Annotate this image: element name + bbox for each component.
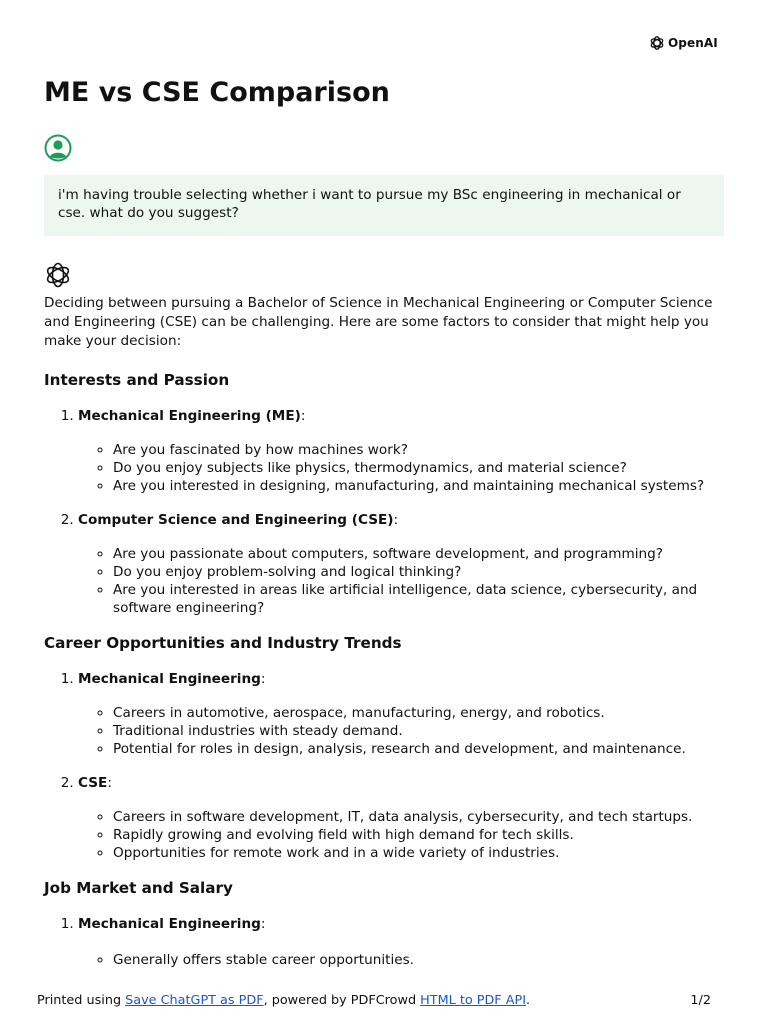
bullet-item: ◦ Are you fascinated by how machines work? (113, 441, 724, 459)
numbered-list (44, 670, 724, 862)
bullet-item: ◦ Are you interested in designing, manufacturing, and maintaining mechanical systems? (113, 477, 724, 495)
item-label: Mechanical Engineering (ME) (78, 408, 301, 424)
section-heading: Interests and Passion (44, 371, 230, 389)
numbered-list (44, 407, 724, 617)
page-number: 1/2 (690, 993, 711, 1008)
bullet-item: ◦ Traditional industries with steady demand. (113, 722, 724, 740)
bullet-list (78, 704, 724, 758)
assistant-response (44, 294, 724, 969)
bullet-list (78, 441, 724, 495)
openai-brand (649, 35, 718, 51)
bullet-item: ◦ Potential for roles in design, analysis, research and development, and maintenance. (113, 740, 724, 758)
footer-credit: Printed using Save ChatGPT as PDF, powered by PDFCrowd HTML to PDF API. (37, 993, 531, 1008)
section-heading: Career Opportunities and Industry Trends (44, 634, 402, 652)
openai-logo-icon (649, 35, 665, 51)
bullet-item: ◦ Generally offers stable career opportunities. (113, 951, 724, 969)
list-item: 1. Mechanical Engineering (ME): ◦ Are you fascinated by how machines work? ◦ Do you enjoy subjects like physics, thermodynamics, and material science? ◦ Are you interested in designing, manufacturing, and maintaining mechanical systems? (78, 407, 724, 495)
save-chatgpt-pdf-link[interactable]: Save ChatGPT as PDF (125, 993, 264, 1008)
item-label: Mechanical Engineering (78, 916, 261, 932)
bullet-list (78, 951, 724, 969)
chatgpt-logo-icon (44, 261, 72, 289)
item-label: Computer Science and Engineering (CSE) (78, 512, 394, 528)
bullet-item: ◦ Careers in software development, IT, data analysis, cybersecurity, and tech startups. (113, 808, 724, 826)
list-item: 2. Computer Science and Engineering (CSE): ◦ Are you passionate about computers, software development, and programming? ◦ Do you enjoy problem-solving and logical thinking? ◦ Are you interested in areas like artificial intelligence, data science, cybersecurity, and software engineering? (78, 511, 724, 617)
bullet-item: ◦ Do you enjoy subjects like physics, thermodynamics, and material science? (113, 459, 724, 477)
brand-name: OpenAI (668, 36, 718, 50)
bullet-list (78, 545, 724, 617)
intro-paragraph: Deciding between pursuing a Bachelor of Science in Mechanical Engineering or Computer Science and Engineering (CSE) can be challenging. Here are some factors to consider that might help you make your decision: (44, 295, 713, 349)
bullet-item: ◦ Rapidly growing and evolving field with high demand for tech skills. (113, 826, 724, 844)
bullet-item: ◦ Do you enjoy problem-solving and logical thinking? (113, 563, 724, 581)
section-heading: Job Market and Salary (44, 879, 233, 897)
numbered-list (44, 915, 724, 969)
user-avatar-icon (44, 134, 72, 162)
bullet-item: ◦ Are you interested in areas like artificial intelligence, data science, cybersecurity, and software engineering? (113, 581, 724, 617)
user-message: i'm having trouble selecting whether i want to pursue my BSc engineering in mechanical or cse. what do you suggest? (44, 175, 724, 236)
list-item: 1. Mechanical Engineering: ◦ Careers in automotive, aerospace, manufacturing, energy, and robotics. ◦ Traditional industries with steady demand. ◦ Potential for roles in design, analysis, research and development, and maintenance. (78, 670, 724, 758)
bullet-item: ◦ Careers in automotive, aerospace, manufacturing, energy, and robotics. (113, 704, 724, 722)
bullet-item: ◦ Opportunities for remote work and in a wide variety of industries. (113, 844, 724, 862)
page-title: ME vs CSE Comparison (44, 77, 390, 108)
item-label: Mechanical Engineering (78, 671, 261, 687)
print-footer (37, 993, 711, 1008)
item-label: CSE (78, 775, 108, 791)
bullet-item: ◦ Are you passionate about computers, software development, and programming? (113, 545, 724, 563)
list-item: 1. Mechanical Engineering: ◦ Generally offers stable career opportunities. (78, 915, 724, 969)
bullet-list (78, 808, 724, 862)
html-to-pdf-api-link[interactable]: HTML to PDF API (420, 993, 526, 1008)
list-item: 2. CSE: ◦ Careers in software development, IT, data analysis, cybersecurity, and tech startups. ◦ Rapidly growing and evolving field with high demand for tech skills. ◦ Opportunities for remote work and in a wide variety of industries. (78, 774, 724, 862)
